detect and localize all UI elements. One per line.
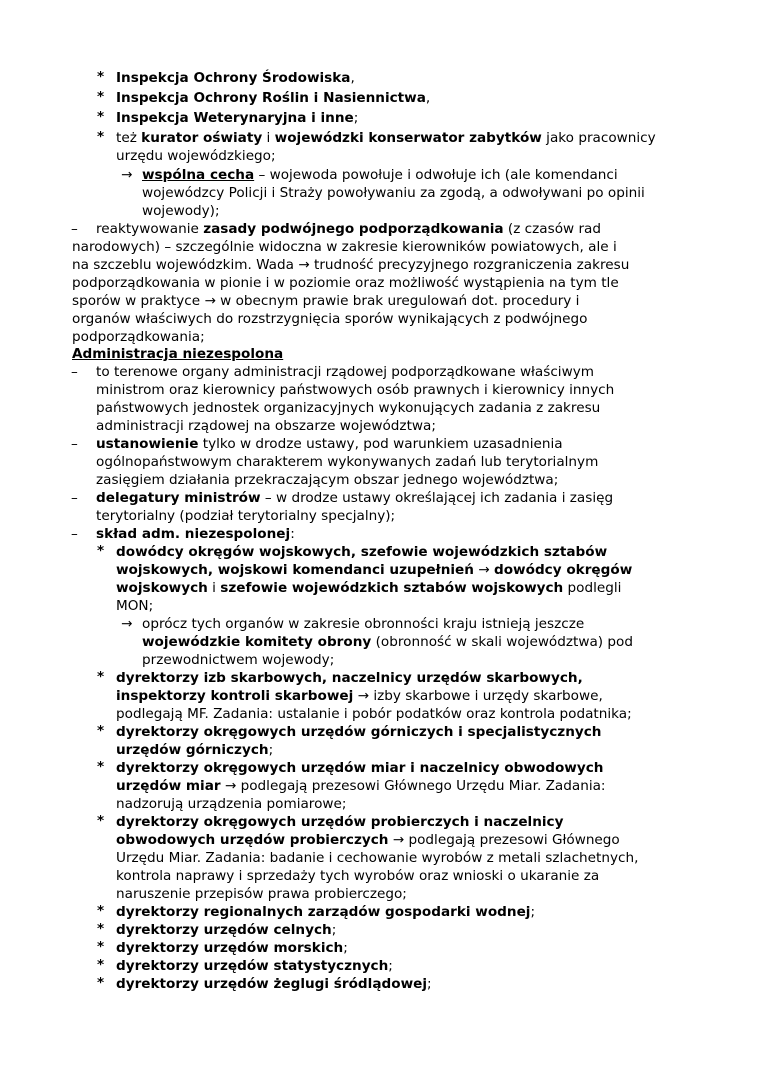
bullet-star: * xyxy=(97,69,105,85)
section-heading: Administracja niezespolona xyxy=(72,346,284,362)
bullet-star: * xyxy=(97,975,105,991)
arrow-marker: → xyxy=(121,616,133,632)
paragraph-line: naruszenie przepisów prawa probierczego; xyxy=(116,886,407,902)
bullet-star: * xyxy=(97,903,105,919)
bullet-dash: – xyxy=(71,490,78,506)
list-item: dyrektorzy urzędów statystycznych; xyxy=(116,958,393,974)
paragraph-line: ministrom oraz kierownicy państwowych osób prawnych i kierownicy innych xyxy=(96,382,615,398)
paragraph-line: wojskowych, wojskowi komendanci uzupełnień → dowódcy okręgów xyxy=(116,562,633,578)
bullet-star: * xyxy=(97,813,105,829)
paragraph-line: administracji rządowej na obszarze województwa; xyxy=(96,418,436,434)
bullet-star: * xyxy=(97,89,105,105)
bullet-star: * xyxy=(97,921,105,937)
bullet-dash: – xyxy=(71,221,78,237)
list-item: dyrektorzy okręgowych urzędów miar i naczelnicy obwodowych xyxy=(116,760,604,776)
paragraph-line: terytorialny (podział terytorialny specjalny); xyxy=(96,508,396,524)
paragraph-line: podporządkowania; xyxy=(72,329,205,345)
list-item: reaktywowanie zasady podwójnego podporządkowania (z czasów rad xyxy=(96,221,602,237)
paragraph-line: wojewódzkie komitety obrony (obronność w skali województwa) pod xyxy=(142,634,633,650)
bullet-star: * xyxy=(97,109,105,125)
bullet-star: * xyxy=(97,129,105,145)
paragraph-line: ogólnopaństwowym charakterem wykonywanych zadań lub terytorialnym xyxy=(96,454,599,470)
paragraph-line: wojskowych i szefowie wojewódzkich sztabów wojskowych podlegli xyxy=(116,580,622,596)
paragraph-line: na szczeblu wojewódzkim. Wada → trudność precyzyjnego rozgraniczenia zakresu xyxy=(72,257,630,273)
paragraph-line: wojewody); xyxy=(142,203,220,219)
paragraph-line: MON; xyxy=(116,598,154,614)
paragraph-line: inspektorzy kontroli skarbowej → izby skarbowe i urzędy skarbowe, xyxy=(116,688,603,704)
paragraph-line: przewodnictwem wojewody; xyxy=(142,652,335,668)
list-item: dyrektorzy regionalnych zarządów gospodarki wodnej; xyxy=(116,904,536,920)
paragraph-line: oprócz tych organów w zakresie obronności kraju istnieją jeszcze xyxy=(142,616,585,632)
paragraph-line: urzędów górniczych; xyxy=(116,742,274,758)
list-item: też kurator oświaty i wojewódzki konserwator zabytków jako pracownicy xyxy=(116,130,656,146)
paragraph-line: podporządkowania w pionie i w poziomie oraz możliwość wystąpienia na tym tle xyxy=(72,275,619,291)
paragraph-line: kontrola naprawy i sprzedaży tych wyrobów oraz wnioski o ukaranie za xyxy=(116,868,600,884)
list-item: Inspekcja Ochrony Środowiska, xyxy=(116,70,355,86)
paragraph-line: urzędu wojewódzkiego; xyxy=(116,148,276,164)
paragraph-line: Urzędu Miar. Zadania: badanie i cechowanie wyrobów z metali szlachetnych, xyxy=(116,850,639,866)
paragraph-line: podlegają MF. Zadania: ustalanie i pobór podatków oraz kontrola podatnika; xyxy=(116,706,632,722)
bullet-star: * xyxy=(97,723,105,739)
list-item: dyrektorzy okręgowych urzędów górniczych i specjalistycznych xyxy=(116,724,602,740)
list-item: ustanowienie tylko w drodze ustawy, pod warunkiem uzasadnienia xyxy=(96,436,563,452)
list-item: skład adm. niezespolonej: xyxy=(96,526,295,542)
list-item: Inspekcja Weterynaryjna i inne; xyxy=(116,110,359,126)
list-item: delegatury ministrów – w drodze ustawy określającej ich zadania i zasięg xyxy=(96,490,614,506)
list-item: dowódcy okręgów wojskowych, szefowie wojewódzkich sztabów xyxy=(116,544,608,560)
bullet-dash: – xyxy=(71,364,78,380)
list-item: Inspekcja Ochrony Roślin i Nasiennictwa, xyxy=(116,90,431,106)
bullet-star: * xyxy=(97,543,105,559)
bullet-star: * xyxy=(97,759,105,775)
paragraph-line: państwowych jednostek organizacyjnych wykonujących zadania z zakresu xyxy=(96,400,601,416)
bullet-dash: – xyxy=(71,436,78,452)
list-item: dyrektorzy urzędów żeglugi śródlądowej; xyxy=(116,976,432,992)
paragraph-line: organów właściwych do rozstrzygnięcia sporów wynikających z podwójnego xyxy=(72,311,588,327)
paragraph-line: narodowych) – szczególnie widoczna w zakresie kierowników powiatowych, ale i xyxy=(72,239,617,255)
bullet-dash: – xyxy=(71,526,78,542)
paragraph-line: obwodowych urzędów probierczych → podlegają prezesowi Głównego xyxy=(116,832,620,848)
paragraph-line: zasięgiem działania przekraczającym obszar jednego województwa; xyxy=(96,472,559,488)
list-item: dyrektorzy okręgowych urzędów probierczych i naczelnicy xyxy=(116,814,564,830)
list-item: dyrektorzy urzędów morskich; xyxy=(116,940,348,956)
list-item: dyrektorzy izb skarbowych, naczelnicy urzędów skarbowych, xyxy=(116,670,583,686)
paragraph-line: nadzorują urządzenia pomiarowe; xyxy=(116,796,347,812)
arrow-marker: → xyxy=(121,167,133,183)
paragraph-line: urzędów miar → podlegają prezesowi Głównego Urzędu Miar. Zadania: xyxy=(116,778,606,794)
paragraph-line: sporów w praktyce → w obecnym prawie brak uregulowań dot. procedury i xyxy=(72,293,580,309)
bullet-star: * xyxy=(97,939,105,955)
paragraph-line: to terenowe organy administracji rządowej podporządkowane właściwym xyxy=(96,364,594,380)
list-item: dyrektorzy urzędów celnych; xyxy=(116,922,337,938)
bullet-star: * xyxy=(97,669,105,685)
sub-item: wspólna cecha – wojewoda powołuje i odwołuje ich (ale komendanci xyxy=(142,167,618,183)
bullet-star: * xyxy=(97,957,105,973)
paragraph-line: wojewódzcy Policji i Straży powoływaniu za zgodą, a odwoływani po opinii xyxy=(142,185,645,201)
